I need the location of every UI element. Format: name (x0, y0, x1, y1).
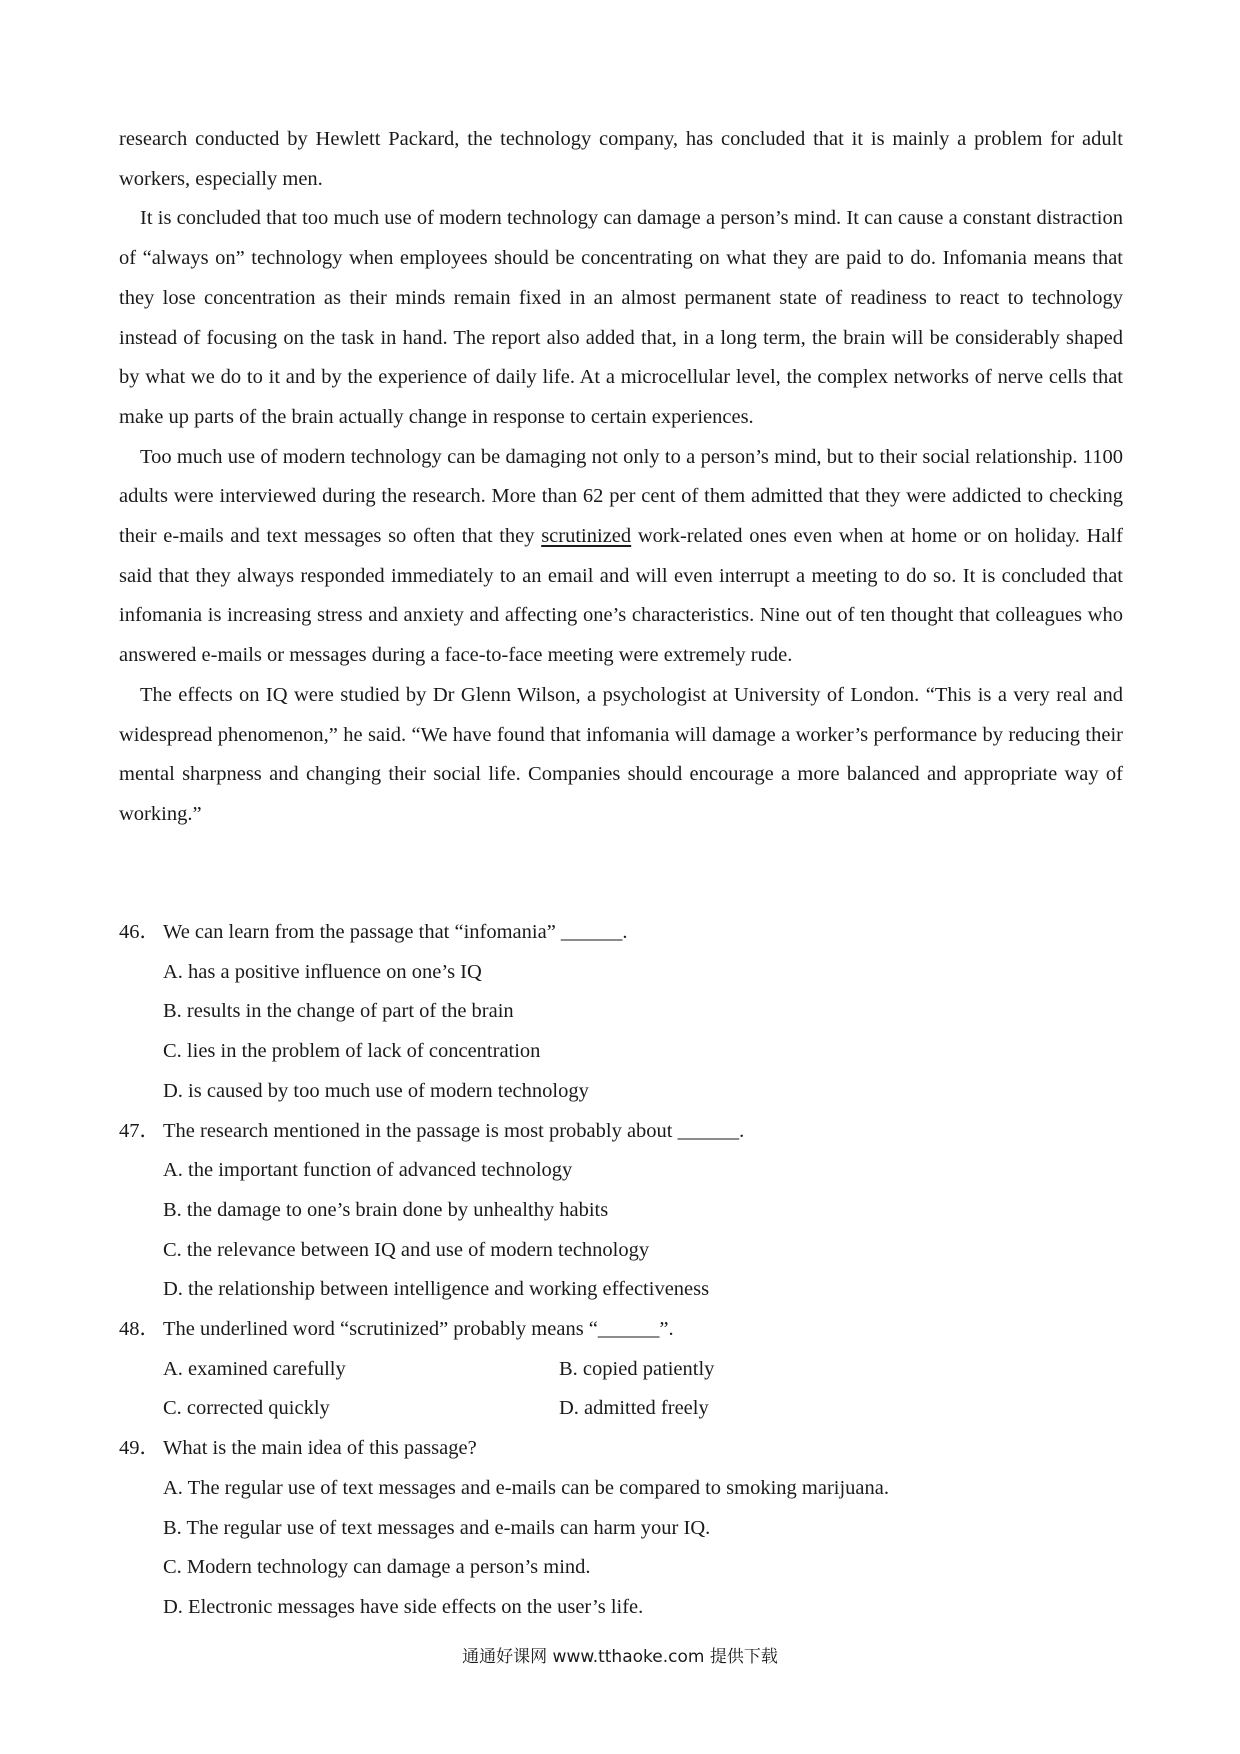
option-c: C. lies in the problem of lack of concentration (163, 1040, 541, 1063)
option-a: A. the important function of advanced technology (163, 1159, 573, 1182)
option-c: C. the relevance between IQ and use of modern technology (163, 1238, 650, 1261)
question-number: 46． (119, 921, 160, 943)
option-d: D. the relationship between intelligence and working effectiveness (163, 1278, 710, 1301)
option-c: C. Modern technology can damage a person’s mind. (163, 1556, 591, 1579)
question-49 (119, 1429, 1123, 1628)
page-footer: 通通好课网 www.tthaoke.com 提供下载 (462, 1647, 778, 1667)
passage-paragraph-3 (119, 438, 1123, 676)
question-number: 47． (119, 1119, 160, 1142)
option-d: D. is caused by too much use of modern technology (163, 1079, 589, 1102)
question-number: 48． (119, 1318, 160, 1341)
option-c: C. corrected quickly (163, 1397, 330, 1420)
passage-paragraph-2: It is concluded that too much use of modern technology can damage a person’s mind. It can cause a constant distraction of “always on” technology when employees should be concentrating on what they are paid to do. Infomania means that they lose concentration as their minds remain fixed in an almost permanent state of readiness to react to technology instead of focusing on the task in hand. The report also added that, in a long term, the brain will be considerably shaped by what we do to it and by the experience of daily life. At a microcellular level, the complex networks of nerve cells that make up parts of the brain actually change in response to certain experiences. (119, 207, 1123, 428)
option-a: A. examined carefully (163, 1357, 346, 1380)
option-b: B. copied patiently (559, 1357, 715, 1380)
option-a: A. The regular use of text messages and e-mails can be compared to smoking marijuana. (163, 1476, 889, 1499)
question-list (119, 913, 1123, 1628)
passage-paragraph-4: The effects on IQ were studied by Dr Glenn Wilson, a psychologist at University of London. “This is a very real and widespread phenomenon,” he said. “We have found that infomania will damage a worker’s performance by reducing their mental sharpness and changing their social life. Companies should encourage a more balanced and appropriate way of working.” (119, 683, 1123, 825)
option-b: B. The regular use of text messages and e-mails can harm your IQ. (163, 1516, 711, 1539)
option-row (119, 1350, 1123, 1390)
option-d: D. admitted freely (559, 1397, 709, 1420)
reading-passage (119, 120, 1123, 835)
option-b: B. results in the change of part of the brain (163, 1000, 514, 1023)
option-a: A. has a positive influence on one’s IQ (163, 960, 482, 983)
question-47 (119, 1112, 1123, 1311)
question-stem: The research mentioned in the passage is most probably about ______. (163, 1119, 745, 1142)
underlined-word: scrutinized (541, 525, 632, 548)
question-48 (119, 1310, 1123, 1429)
passage-paragraph-3-part-2: work-related ones even when at home or on holiday. Half said that they always responded immediately to an email and will even interrupt a meeting to do so. It is concluded that infomania is increasing stress and anxiety and affecting one’s characteristics. Nine out of ten thought that colleagues who answered e-mails or messages during a face-to-face meeting were extremely rude. (119, 525, 1123, 667)
option-b: B. the damage to one’s brain done by unhealthy habits (163, 1198, 609, 1221)
question-number: 49． (119, 1437, 160, 1460)
question-stem: What is the main idea of this passage? (163, 1437, 477, 1460)
option-row (119, 1389, 1123, 1429)
option-d: D. Electronic messages have side effects on the user’s life. (163, 1595, 644, 1618)
passage-paragraph-1: research conducted by Hewlett Packard, the technology company, has concluded that it is mainly a problem for adult workers, especially men. (119, 128, 1123, 190)
question-stem: The underlined word “scrutinized” probably means “______”. (163, 1318, 674, 1341)
question-46 (119, 913, 1123, 1112)
question-stem: We can learn from the passage that “infomania” ______. (163, 921, 628, 943)
passage-paragraph-3-part-1: Too much use of modern technology can be damaging not only to a person’s mind, but to their social relationship. 1100 adults were interviewed during the research. More than 62 per cent of them admitted that they were addicted to checking their e-mails and text messages so often that they (119, 445, 1123, 548)
